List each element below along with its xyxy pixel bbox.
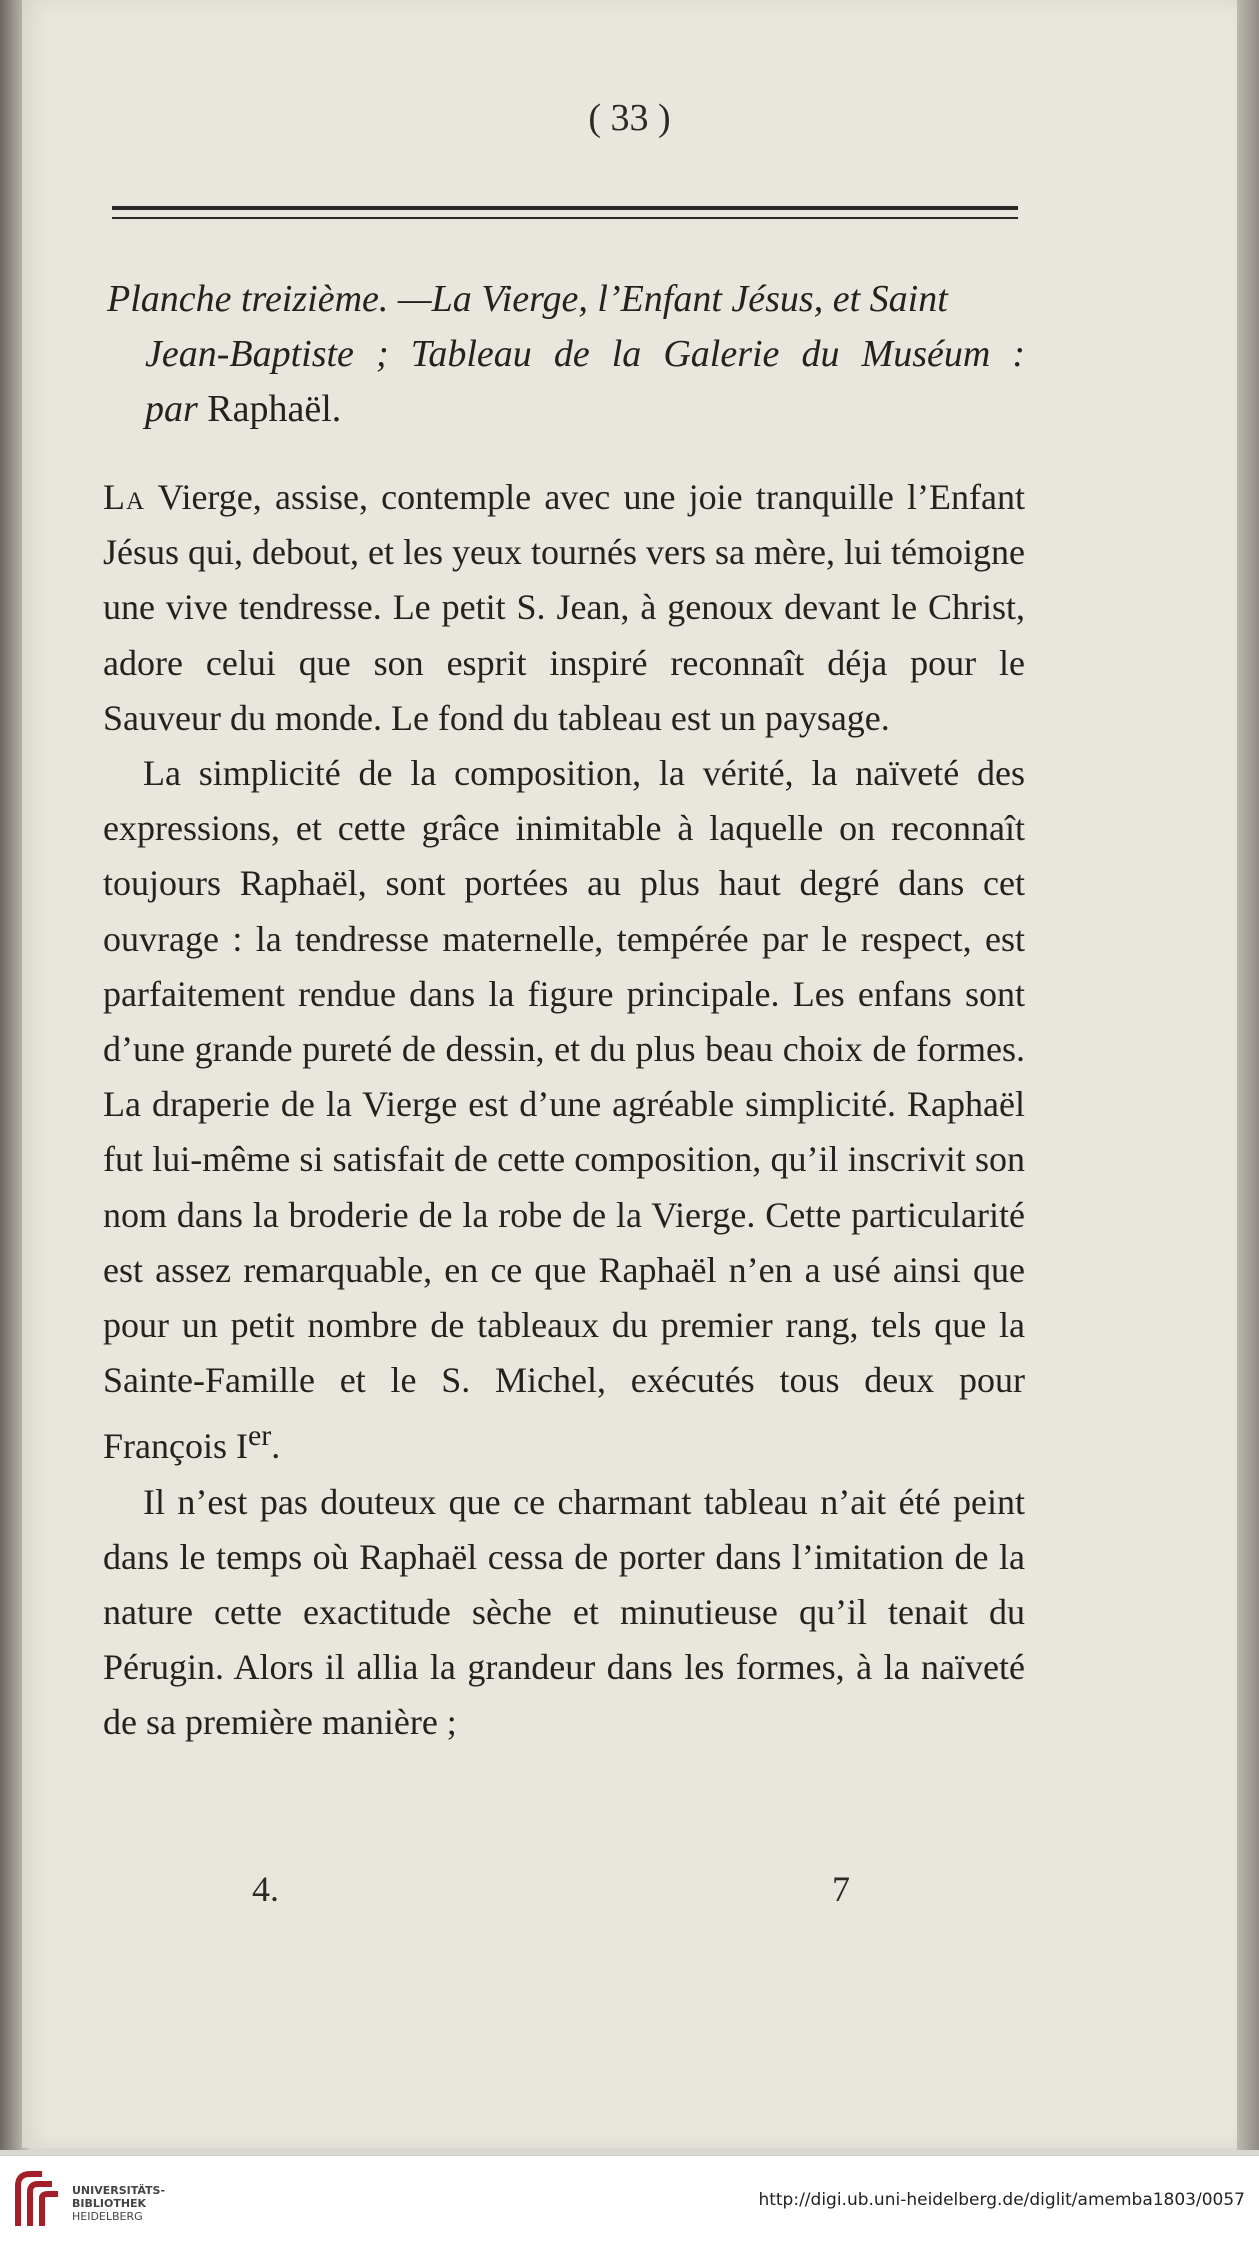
heading-line-1: Planche treizième. —La Vierge, l’Enfant Jésus, et Saint: [107, 278, 948, 320]
source-url[interactable]: http://digi.ub.uni-heidelberg.de/diglit/amemba1803/0057: [758, 2190, 1245, 2210]
paragraph-1-text: Vierge, assise, contemple avec une joie tranquille l’Enfant Jésus qui, debout, et les yeux tournés vers sa mère, lui témoigne une vive tendresse. Le petit S. Jean, à genoux devant le Christ, adore celui que son esprit inspiré reconnaît déja pour le Sauveur du monde. Le fond du tableau est un paysage.: [103, 477, 1025, 738]
header-rule-thin: [112, 217, 1018, 219]
paragraph-1: [103, 470, 1025, 746]
paragraph-3: [103, 1475, 1025, 1751]
library-banner: [0, 2155, 1259, 2249]
paragraph-2-text: La simplicité de la composition, la vérité, la naïveté des expressions, et cette grâce inimitable à laquelle on reconnaît toujours Raphaël, sont portées au plus haut degré dans cet ouvrage : la tendresse maternelle, tempérée par le respect, est parfaitement rendue dans la figure principale. Les enfans sont d’une grande pureté de dessin, et du plus beau choix de formes. La draperie de la Vierge est d’une agréable simplicité. Raphaël fut lui-même si satisfait de cette composition, qu’il inscrivit son nom dans la broderie de la robe de la Vierge. Cette particularité est assez remarquable, en ce que Raphaël n’en a usé ainsi que pour un petit nombre de tableaux du premier rang, tels que la Sainte-Famille et le S. Michel, exécutés tous deux pour François I: [103, 753, 1025, 1467]
heading-line-3: [107, 382, 1037, 437]
paragraph-2-tail: .: [271, 1426, 281, 1467]
library-logo-text: [72, 2184, 165, 2223]
header-rule-thick: [112, 206, 1018, 210]
library-logo-icon: [12, 2168, 62, 2230]
logo-line-2: BIBLIOTHEK: [72, 2197, 147, 2210]
catchword-number: 7: [832, 1869, 850, 1909]
page-number: ( 33 ): [588, 97, 671, 139]
logo-line-3: HEIDELBERG: [72, 2210, 143, 2223]
paragraph-2-superscript: er: [247, 1419, 272, 1453]
heading-line-3-italic: par: [145, 388, 198, 430]
paragraph-2: [103, 746, 1025, 1475]
logo-line-1: UNIVERSITÄTS-: [72, 2184, 166, 2197]
heading-line-2: Jean-Baptiste ; Tableau de la Galerie du Muséum :: [145, 333, 1025, 375]
paragraph-1-lead: La: [103, 477, 146, 517]
heading-line-3-roman: Raphaël.: [197, 388, 342, 430]
paragraph-3-text: Il n’est pas douteux que ce charmant tableau n’ait été peint dans le temps où Raphaël cessa de porter dans l’imitation de la nature cette exactitude sèche et minutieuse qu’il tenait du Pérugin. Alors il allia la grandeur dans les formes, à la naïveté de sa première manière ;: [103, 1481, 1025, 1743]
scan-right-edge: [1237, 0, 1259, 2150]
body-text: [103, 470, 1025, 1751]
plate-heading: [107, 272, 1037, 437]
signature-mark: 4.: [252, 1869, 279, 1909]
